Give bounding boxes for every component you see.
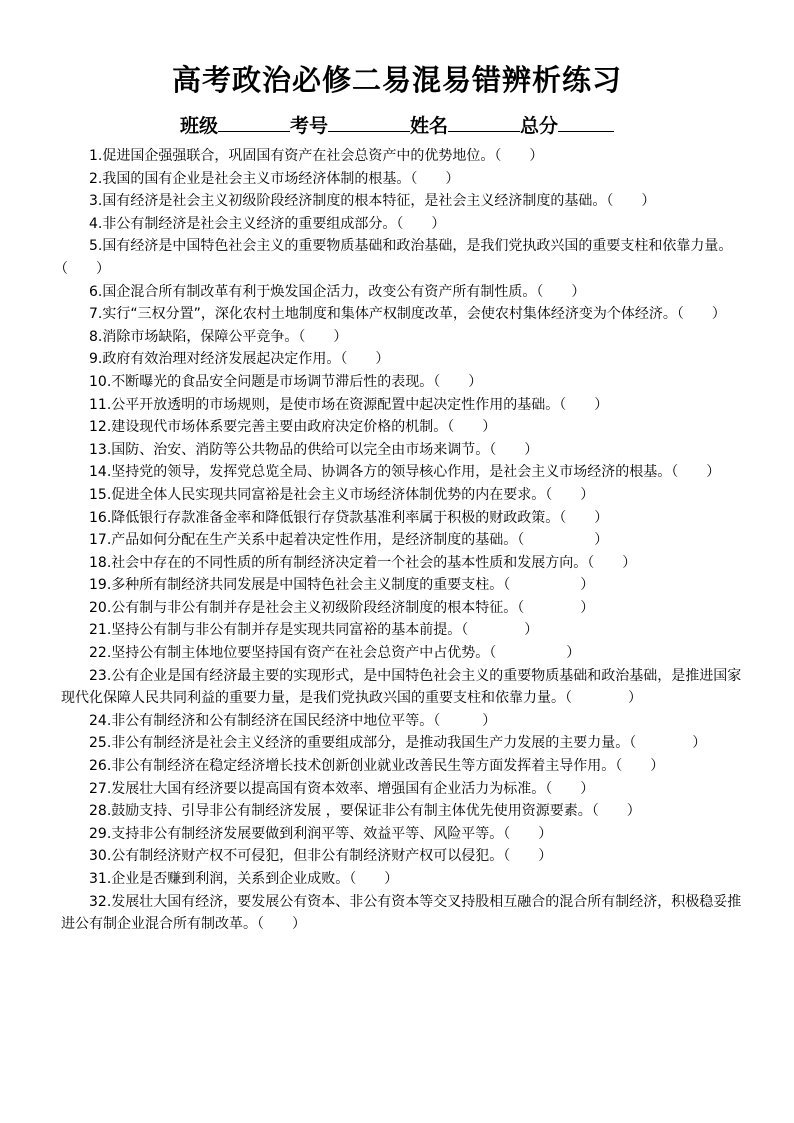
question-text: 国有经济是中国特色社会主义的重要物质基础和政治基础，是我们党执政兴国的重要支柱和依靠力量。: [102, 238, 733, 255]
question-number: 15.: [89, 486, 112, 503]
answer-parentheses[interactable]: （ ）: [410, 170, 460, 187]
question-item: [61, 461, 749, 484]
answer-parentheses[interactable]: （ ）: [536, 283, 586, 300]
score-label: 总分: [520, 115, 559, 137]
question-text: 支持非公有制经济发展要做到利润平等、效益平等、风险平等。: [111, 825, 504, 842]
question-text: 发展壮大国有经济，要发展公有资本、非公有资本等交叉持股相互融合的混合所有制经济，积极稳妥推进公有制企业混合所有制改革。: [61, 893, 742, 933]
question-item: [61, 484, 749, 507]
answer-parentheses[interactable]: （ ）: [433, 373, 483, 390]
answer-parentheses[interactable]: （ ）: [349, 871, 399, 887]
name-label: 姓名: [410, 115, 449, 137]
question-number: 17.: [89, 532, 112, 549]
question-number: 26.: [89, 758, 112, 775]
question-number: 4.: [89, 215, 103, 232]
answer-parentheses[interactable]: （ ）: [615, 758, 665, 775]
page-title: 高考政治必修二易混易错辨析练习: [171, 63, 622, 97]
question-number: 22.: [89, 645, 112, 662]
question-item: [61, 394, 749, 417]
question-item: [61, 710, 749, 733]
question-number: 28.: [89, 803, 112, 820]
answer-parentheses[interactable]: （ ）: [587, 554, 637, 571]
question-text: 公有制与非公有制并存是社会主义初级阶段经济制度的根本特征。: [111, 599, 518, 616]
exam-number-label: 考号: [289, 115, 328, 137]
answer-parentheses[interactable]: （ ）: [517, 532, 609, 549]
question-number: 31.: [89, 871, 112, 887]
student-info-line: [0, 111, 794, 138]
question-text: 公有制经济财产权不可侵犯，但非公有制经济财产权可以侵犯。: [111, 848, 504, 865]
question-item: [61, 190, 749, 213]
question-item: [61, 145, 749, 168]
answer-parentheses[interactable]: （ ）: [257, 916, 306, 933]
question-text: 产品如何分配在生产关系中起着决定性作用，是经济制度的基础。: [111, 532, 518, 549]
question-number: 23.: [89, 667, 112, 684]
question-text: 消除市场缺陷，保障公平竞争。: [102, 328, 299, 345]
question-item: [61, 845, 749, 868]
question-text: 非公有制经济是社会主义经济的重要组成部分。: [102, 215, 397, 232]
question-text: 公有企业是国有经济最主要的实现形式，是中国特色社会主义的重要物质基础和政治基础，是推进国家现代化保障人民共同利益的重要力量，是我们党执政兴国的重要支柱和依靠力量。: [61, 667, 742, 707]
answer-parentheses[interactable]: （ ）: [503, 825, 553, 842]
question-text: 公平开放透明的市场规则，是使市场在资源配置中起决定性作用的基础。: [111, 396, 560, 413]
question-number: 16.: [89, 509, 112, 526]
question-item: [61, 800, 749, 823]
question-number: 10.: [89, 373, 112, 390]
question-number: 11.: [89, 396, 112, 413]
answer-parentheses[interactable]: （ ）: [61, 260, 110, 277]
question-text: 社会中存在的不同性质的所有制经济决定着一个社会的基本性质和发展方向。: [111, 554, 588, 571]
question-text: 实行“三权分置”，深化农村土地制度和集体产权制度改革，会使农村集体经济变为个体经济。: [102, 306, 677, 323]
question-text: 促进全体人民实现共同富裕是社会主义市场经济体制优势的内在要求。: [111, 486, 546, 503]
question-item: [61, 755, 749, 778]
question-item: [61, 416, 749, 439]
question-text: 鼓励支持、引导非公有制经济发展 ，要保证非公有制主体优先使用资源要素。: [111, 803, 592, 820]
question-item: [61, 439, 749, 462]
question-item: [61, 235, 749, 280]
question-text: 非公有制经济在稳定经济增长技术创新创业就业改善民生等方面发挥着主导作用。: [111, 758, 616, 775]
answer-parentheses[interactable]: （ ）: [629, 735, 707, 752]
question-number: 27.: [89, 780, 112, 797]
question-item: [61, 326, 749, 349]
question-text: 企业是否赚到利润，关系到企业成败。: [111, 871, 350, 887]
question-text: 降低银行存款准备金率和降低银行存贷款基准利率属于积极的财政政策。: [111, 509, 560, 526]
question-item: [61, 642, 749, 665]
question-text: 非公有制经济和公有制经济在国民经济中地位平等。: [111, 712, 434, 729]
answer-parentheses[interactable]: （ ）: [503, 577, 595, 594]
answer-parentheses[interactable]: （ ）: [494, 148, 544, 164]
question-text: 坚持公有制主体地位要坚持国有资产在社会总资产中占优势。: [111, 645, 490, 662]
question-item: [61, 665, 749, 710]
question-item: [61, 507, 749, 530]
answer-parentheses[interactable]: （ ）: [340, 351, 390, 368]
class-blank[interactable]: [218, 115, 290, 132]
question-number: 1.: [89, 148, 103, 164]
answer-parentheses[interactable]: （ ）: [559, 509, 609, 526]
answer-parentheses[interactable]: （ ）: [503, 848, 553, 865]
question-number: 2.: [89, 170, 103, 187]
answer-parentheses[interactable]: （ ）: [565, 690, 642, 707]
answer-parentheses[interactable]: （ ）: [559, 396, 609, 413]
answer-parentheses[interactable]: （ ）: [676, 306, 726, 323]
question-item: [61, 529, 749, 552]
question-text: 国防、治安、消防等公共物品的供给可以完全由市场来调节。: [111, 441, 490, 458]
question-item: [61, 303, 749, 326]
answer-parentheses[interactable]: （ ）: [591, 803, 641, 820]
question-number: 3.: [89, 193, 103, 210]
answer-parentheses[interactable]: （ ）: [606, 193, 656, 210]
question-text: 不断曝光的食品安全问题是市场调节滞后性的表现。: [111, 373, 434, 390]
question-text: 国有经济是社会主义初级阶段经济制度的根本特征，是社会主义经济制度的基础。: [102, 193, 607, 210]
answer-parentheses[interactable]: （ ）: [489, 441, 539, 458]
question-text: 多种所有制经济共同发展是中国特色社会主义制度的重要支柱。: [111, 577, 504, 594]
question-text: 国企混合所有制改革有利于焕发国企活力，改变公有资产所有制性质。: [102, 283, 537, 300]
question-item: [61, 597, 749, 620]
answer-parentheses[interactable]: （ ）: [298, 328, 348, 345]
answer-parentheses[interactable]: （ ）: [433, 712, 497, 729]
answer-parentheses[interactable]: （ ）: [461, 622, 539, 639]
question-number: 20.: [89, 599, 112, 616]
answer-parentheses[interactable]: （ ）: [671, 464, 721, 481]
question-text: 促进国企强强联合，巩固国有资产在社会总资产中的优势地位。: [102, 148, 495, 164]
question-item: [61, 868, 749, 891]
question-item: [61, 778, 749, 801]
answer-parentheses[interactable]: （ ）: [545, 780, 595, 797]
score-blank[interactable]: [558, 115, 614, 132]
name-blank[interactable]: [448, 115, 520, 132]
question-number: 21.: [89, 622, 112, 639]
question-number: 18.: [89, 554, 112, 571]
question-number: 14.: [89, 464, 112, 481]
question-text: 坚持党的领导，发挥党总览全局、协调各方的领导核心作用，是社会主义市场经济的根基。: [111, 464, 672, 481]
question-number: 29.: [89, 825, 112, 842]
question-item: [61, 348, 749, 371]
question-item: [61, 823, 749, 846]
answer-parentheses[interactable]: （ ）: [517, 599, 595, 616]
question-item: [61, 891, 749, 936]
question-number: 24.: [89, 712, 112, 729]
question-number: 13.: [89, 441, 112, 458]
question-number: 8.: [89, 328, 103, 345]
question-item: [61, 552, 749, 575]
question-item: [61, 574, 749, 597]
answer-parentheses[interactable]: （ ）: [447, 419, 497, 436]
answer-parentheses[interactable]: （ ）: [489, 645, 581, 662]
question-number: 32.: [89, 893, 112, 910]
question-item: [61, 213, 749, 236]
question-text: 发展壮大国有经济要以提高国有资本效率、增强国有企业活力为标准。: [111, 780, 546, 797]
class-label: 班级: [179, 115, 218, 137]
question-number: 30.: [89, 848, 112, 865]
question-number: 5.: [89, 238, 103, 255]
question-text: 我国的国有企业是社会主义市场经济体制的根基。: [102, 170, 411, 187]
question-list: [61, 145, 749, 936]
question-number: 12.: [89, 419, 112, 436]
question-text: 非公有制经济是社会主义经济的重要组成部分，是推动我国生产力发展的主要力量。: [111, 735, 630, 752]
question-number: 19.: [89, 577, 112, 594]
question-item: [61, 732, 749, 755]
question-number: 6.: [89, 283, 103, 300]
question-text: 坚持公有制与非公有制并存是实现共同富裕的基本前提。: [111, 622, 462, 639]
question-item: [61, 371, 749, 394]
question-item: [61, 168, 749, 191]
question-text: 政府有效治理对经济发展起决定作用。: [102, 351, 341, 368]
question-item: [61, 619, 749, 642]
question-number: 7.: [89, 306, 103, 323]
question-item: [61, 281, 749, 304]
exam-number-blank[interactable]: [328, 115, 410, 132]
question-number: 25.: [89, 735, 112, 752]
question-number: 9.: [89, 351, 103, 368]
answer-parentheses[interactable]: （ ）: [545, 486, 595, 503]
question-text: 建设现代市场体系要完善主要由政府决定价格的机制。: [111, 419, 448, 436]
answer-parentheses[interactable]: （ ）: [396, 215, 446, 232]
